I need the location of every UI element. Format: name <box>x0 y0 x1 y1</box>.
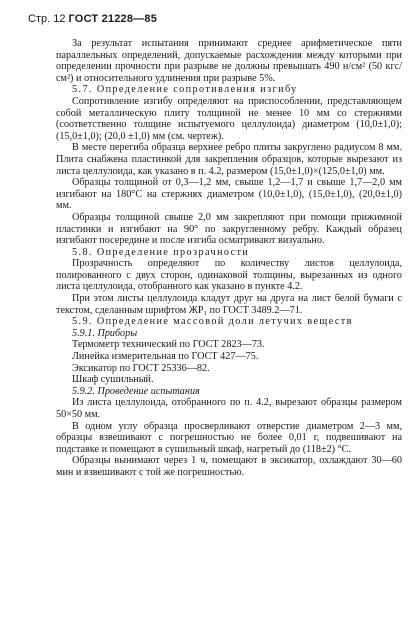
section-heading-5-8: 5.8. Определение прозрачности <box>72 246 250 258</box>
paragraph-cut-samples: Из листа целлулоида, отобранного по п. 4.2, вырезают образцы размером 50×50 мм. <box>56 397 402 420</box>
paragraph-bend-place: В месте перегиба образца верхнее ребро плиты закруглено радиусом 8 мм. Плита снабжена пластинкой для закрепления образцов, которые вырезают из листа целлулоида, как указано в п. 4.2, размером (15,0±1,0)×(125,0±1,0) мм. <box>56 142 402 177</box>
subsection-heading-5-9-1: 5.9.1. Приборы <box>72 327 138 339</box>
paragraph-thickness: Образцы толщиной от 0,3—1,2 мм, свыше 1,2—1,7 и свыше 1,7—2,0 мм изгибают на 180°С на стержнях диаметром (10,0±1,0), (15,0±1,0), (20,0±1,0) мм. <box>56 177 402 212</box>
instrument-item: Термометр технический по ГОСТ 2823—73. <box>72 339 265 351</box>
instrument-item: Линейка измерительная по ГОСТ 427—75. <box>72 351 259 363</box>
paragraph-remove-cool: Образцы вынимают через 1 ч, помещают в эксикатор, охлаждают 30—60 мин и взвешивают с той же погрешностью. <box>56 455 402 478</box>
instrument-item: Шкаф сушильный. <box>72 374 154 386</box>
paragraph-drill-weigh: В одном углу образца просверливают отверстие диаметром 2—3 мм, образцы взвешивают с погрешностью не более 0,01 г, подвешивают на подставке и помещают в сушильный шкаф, нагретый до (118±2) °С. <box>56 420 402 455</box>
document-body <box>56 38 402 479</box>
section-heading-5-7: 5.7. Определение сопротивления изгибу <box>72 84 298 96</box>
paragraph-paper-text: При этом листы целлулоида кладут друг на друга на лист белой бумаги с текстом, сделанным шрифтом ЖР₁ по ГОСТ 3489.2—71. <box>56 293 402 316</box>
paragraph-transparency: Прозрачность определяют по количеству листов целлулоида, полированного с двух сторон, одинаковой толщины, вырезанных из одного листа целлулоида, отобранного как указано в пункте 4.2. <box>56 258 402 293</box>
instrument-item: Эксикатор по ГОСТ 25336—82. <box>72 362 210 374</box>
page-header <box>28 13 157 25</box>
paragraph-thick-samples: Образцы толщиной свыше 2,0 мм закрепляют при помощи прижимной пластинки и изгибают на 90° по закругленному ребру. Каждый образец изгибают посередине и после изгиба осматривают визуально. <box>56 211 402 247</box>
standard-number: ГОСТ 21228—85 <box>68 13 158 25</box>
paragraph-bending-device: Сопротивление изгибу определяют на приспособлении, представляющем собой металлическую плиту толщиной не менее 10 мм со стержнями (соответственно толщине испытуемого целлулоида) диаметром (10,0±1,0); (15,0±1,0); (20,0 ±1,0) мм (см. чертеж). <box>56 95 402 142</box>
subsection-heading-5-9-2: 5.9.2. Проведение испытания <box>72 385 200 397</box>
paragraph-result: За результат испытания принимают среднее арифметическое пяти параллельных определений, допускаемые расхождения между которыми при определении прочности при разрыве не должны превышать 490 н/см² (50 кгс/см²) и относительного удлинения при разрыве 5%. <box>56 38 402 84</box>
page-number: Стр. 12 <box>28 13 66 25</box>
section-heading-5-9: 5.9. Определение массовой доли летучих веществ <box>72 316 353 328</box>
